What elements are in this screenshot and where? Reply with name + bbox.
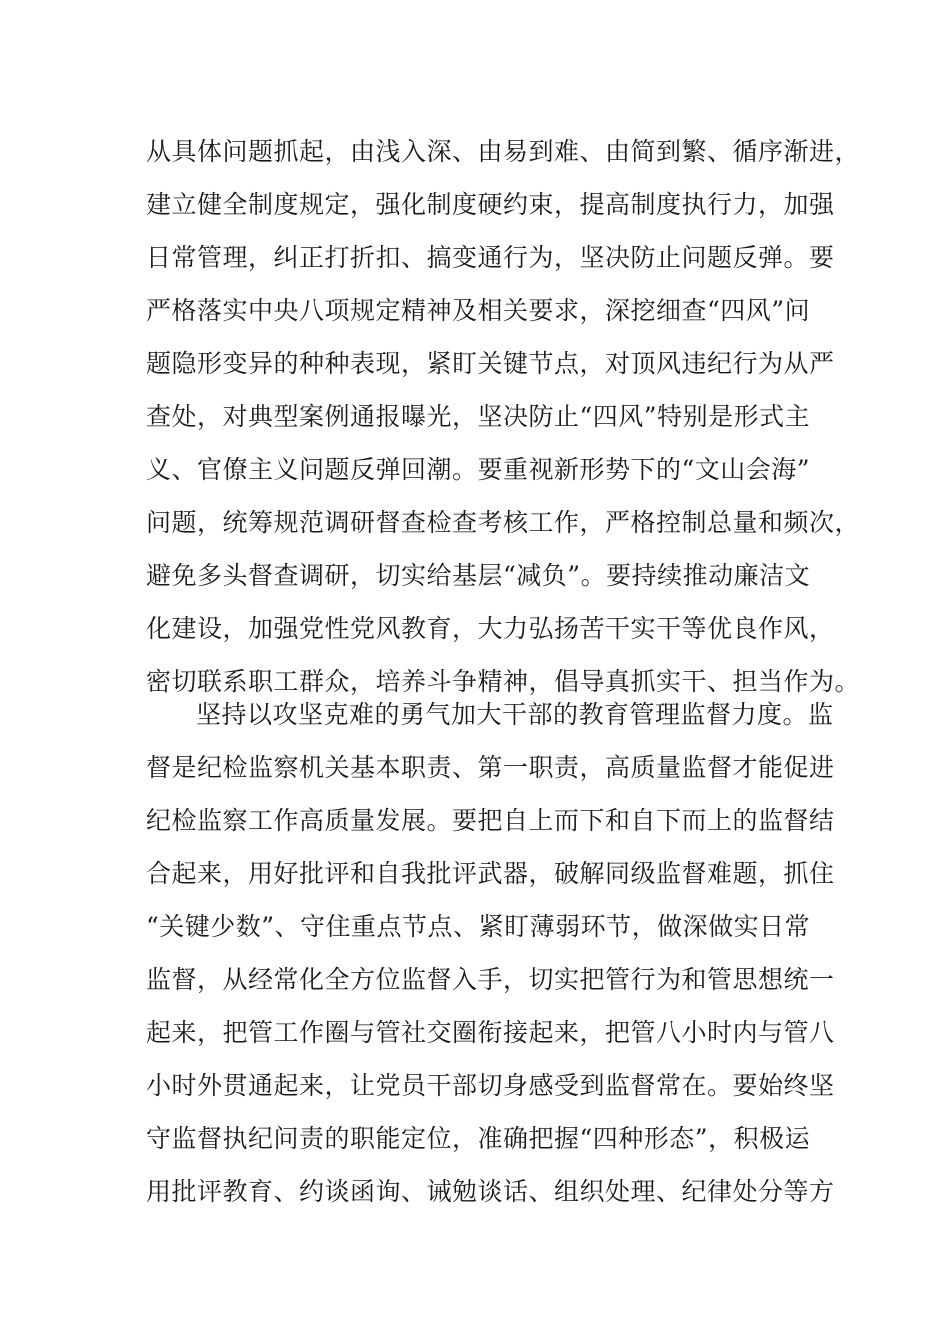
- paragraph-line: 纪检监察工作高质量发展。要把自上而下和自下而上的监督结: [146, 806, 835, 835]
- paragraph-line: 问题，统筹规范调研督查检查考核工作，严格控制总量和频次，: [146, 508, 861, 537]
- paragraph-2: [146, 688, 835, 1218]
- paragraph-line: 严格落实中央八项规定精神及相关要求，深挖细查“四风”问: [146, 296, 811, 325]
- paragraph-line: 化建设，加强党性党风教育，大力弘扬苦干实干等优良作风，: [146, 614, 835, 643]
- paragraph-line: 用批评教育、约谈函询、诫勉谈话、组织处理、纪律处分等方: [146, 1177, 835, 1206]
- paragraph-line: 守监督执纪问责的职能定位，准确把握“四种形态”，积极运: [146, 1124, 811, 1153]
- paragraph-line: 从具体问题抓起，由浅入深、由易到难、由简到繁、循序渐进，: [146, 137, 861, 166]
- paragraph-line: 督是纪检监察机关基本职责、第一职责，高质量监督才能促进: [146, 753, 835, 782]
- paragraph-line: 密切联系职工群众，培养斗争精神，倡导真抓实干、担当作为。: [146, 667, 861, 696]
- paragraph-line: 监督，从经常化全方位监督入手，切实把管行为和管思想统一: [146, 965, 835, 994]
- paragraph-line: 日常管理，纠正打折扣、搞变通行为，坚决防止问题反弹。要: [146, 243, 835, 272]
- paragraph-line: 合起来，用好批评和自我批评武器，破解同级监督难题，抓住: [146, 859, 835, 888]
- paragraph-line: 查处，对典型案例通报曝光，坚决防止“四风”特别是形式主: [146, 402, 811, 431]
- paragraph-line: 坚持以攻坚克难的勇气加大干部的教育管理监督力度。监: [196, 700, 834, 729]
- paragraph-line: 小时外贯通起来，让党员干部切身感受到监督常在。要始终坚: [146, 1071, 835, 1100]
- paragraph-line: 起来，把管工作圈与管社交圈衔接起来，把管八小时内与管八: [146, 1018, 835, 1047]
- paragraph-line: 义、官僚主义问题反弹回潮。要重视新形势下的“文山会海”: [146, 455, 811, 484]
- paragraph-1: [146, 125, 861, 708]
- paragraph-line: 题隐形变异的种种表现，紧盯关键节点，对顶风违纪行为从严: [146, 349, 835, 378]
- paragraph-line: “关键少数”、守住重点节点、紧盯薄弱环节，做深做实日常: [146, 912, 811, 941]
- paragraph-line: 建立健全制度规定，强化制度硬约束，提高制度执行力，加强: [146, 190, 835, 219]
- paragraph-line: 避免多头督查调研，切实给基层“减负”。要持续推动廉洁文: [146, 561, 811, 590]
